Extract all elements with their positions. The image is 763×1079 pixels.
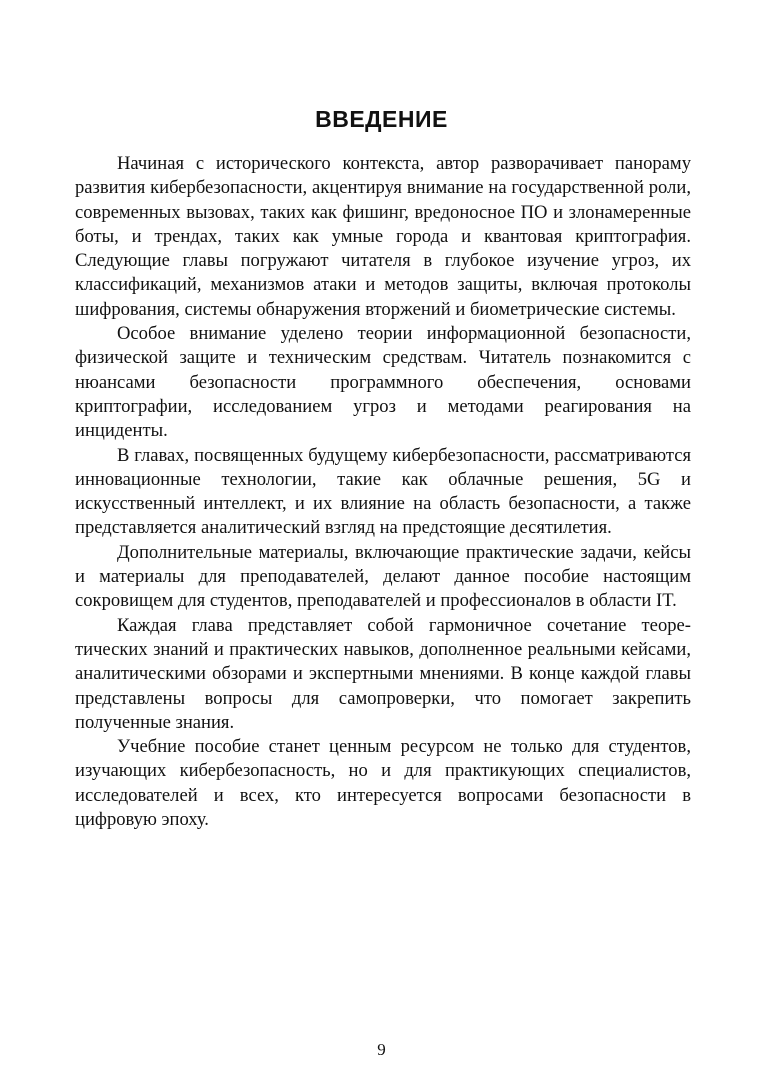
paragraph: В главах, посвященных будущему кибербезопасности, рассматриваются инновационные технологии, такие как облачные решения, 5G и искусственный интеллект, и их влияние на область безопасности, а также представляется аналитический взгляд на предстоящие десятилетия.	[75, 444, 691, 539]
page-number: 9	[377, 1040, 386, 1059]
paragraph: Начиная с исторического контекста, автор разворачивает панораму развития кибербезопасности, акцентируя внимание на государственной роли, современных вызовах, таких как фишинг, вредоносное ПО и злонамеренные боты, и трендах, таких как умные города и квантовая криптография. Следующие главы погружают читателя в глубокое изучение угроз, их классификаций, механизмов атаки и методов защиты, включая протоколы шифрования, системы обнаружения вторжений и биометрические системы.	[75, 153, 691, 320]
paragraph: Учебние пособие станет ценным ресурсом не только для студентов, изучающих кибербезопасность, но и для практикующих специалистов, исследователей и всех, кто интересуется вопросами безопасности в цифровую эпоху.	[75, 736, 691, 831]
page-title: ВВЕДЕНИЕ	[315, 106, 448, 132]
paragraph: Каждая глава представляет собой гармоничное сочетание теоретических знаний и практических навыков, дополненное реальными кейсами, аналитическими обзорами и экспертными мнениями. В конце каждой главы представлены вопросы для самопроверки, что помогает закрепить полученные знания.	[75, 614, 691, 733]
paragraph: Дополнительные материалы, включающие практические задачи, кейсы и материалы для преподавателей, делают данное пособие настоящим сокровищем для студентов, преподавателей и профессионалов в области IT.	[75, 541, 691, 612]
body-text	[75, 152, 691, 832]
paragraph: Особое внимание уделено теории информационной безопасности, физической защите и техническим средствам. Читатель познакомится с нюансами безопасности программного обеспечения, основами криптографии, исследованием угроз и методами реагирования на инциденты.	[75, 323, 691, 442]
